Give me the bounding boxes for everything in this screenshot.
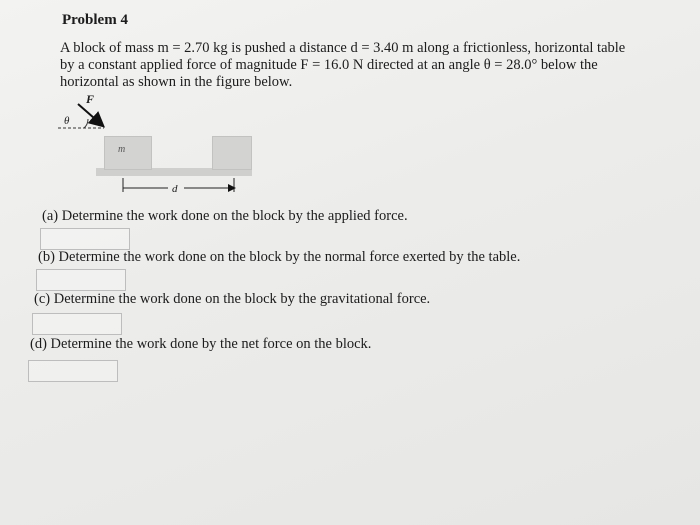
statement-line-2: by a constant applied force of magnitude F = 16.0 N directed at an angle θ = 28.0° below the [60, 57, 598, 73]
answer-box-a[interactable] [40, 228, 130, 250]
question-c: (c) Determine the work done on the block by the gravitational force. [34, 291, 431, 307]
answer-box-c[interactable] [32, 313, 122, 335]
mass-label: m [118, 144, 126, 155]
force-label: F [86, 92, 95, 106]
question-a: (a) Determine the work done on the block by the applied force. [42, 208, 408, 224]
angle-label: θ [64, 115, 70, 127]
force-arrow [78, 104, 102, 125]
angle-arc [84, 119, 88, 128]
problem-title: Problem 4 [62, 12, 128, 28]
block-figure [50, 92, 270, 202]
statement-line-3: horizontal as shown in the figure below. [60, 74, 293, 90]
block-end [212, 136, 252, 170]
problem-statement [60, 40, 660, 91]
distance-label: d [172, 183, 178, 195]
statement-line-1: A block of mass m = 2.70 kg is pushed a distance d = 3.40 m along a frictionless, horizontal table [60, 40, 626, 56]
answer-box-b[interactable] [36, 269, 126, 291]
question-b: (b) Determine the work done on the block by the normal force exerted by the table. [38, 249, 521, 265]
block-start [104, 136, 152, 170]
question-d: (d) Determine the work done by the net force on the block. [30, 336, 372, 352]
answer-box-d[interactable] [28, 360, 118, 382]
